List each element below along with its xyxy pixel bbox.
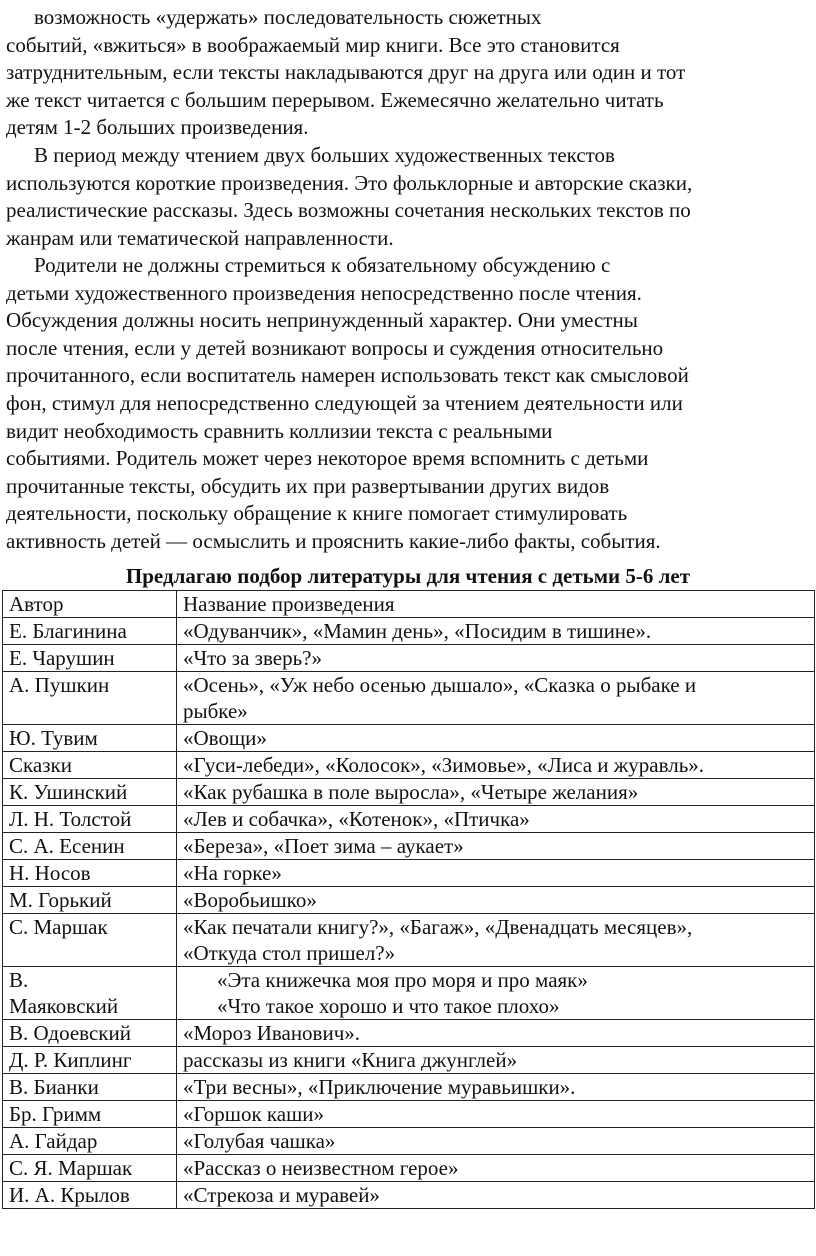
text-line: Обсуждения должны носить непринужденный характер. Они уместны <box>6 308 638 333</box>
author-text: А. Гайдар <box>9 1129 98 1153</box>
table-row <box>3 1128 815 1155</box>
text-line: возможность «удержать» последовательность сюжетных <box>34 5 542 29</box>
author-cell <box>3 618 177 645</box>
author-text: С. А. Есенин <box>9 834 125 858</box>
text-line: прочитанного, если воспитатель намерен использовать текст как смысловой <box>6 363 689 388</box>
title-cell <box>177 725 815 752</box>
title-text: «Гуси-лебеди», «Колосок», «Зимовье», «Лиса и журавль». <box>183 753 705 777</box>
text-line: затруднительным, если тексты накладываются друг на друга или один и тот <box>6 60 686 85</box>
text-line: активность детей — осмыслить и прояснить какие-либо факты, события. <box>6 528 661 553</box>
title-text: рассказы из книги «Книга джунглей» <box>183 1048 518 1072</box>
title-text: «Что за зверь?» <box>183 646 322 670</box>
author-cell <box>3 1074 177 1101</box>
title-cell <box>177 618 815 645</box>
text-line: событий, «вжиться» в воображаемый мир книги. Все это становится <box>6 32 620 57</box>
table-row <box>3 645 815 672</box>
title-text: «Лев и собачка», «Котенок», «Птичка» <box>183 807 530 831</box>
title-cell <box>177 645 815 672</box>
author-text: Н. Носов <box>9 861 91 885</box>
author-text: Д. Р. Киплинг <box>9 1048 132 1072</box>
title-cell <box>177 1074 815 1101</box>
title-text: рыбке» <box>183 699 248 723</box>
author-cell <box>3 887 177 914</box>
author-cell <box>3 1020 177 1047</box>
table-row <box>3 887 815 914</box>
title-text: «На горке» <box>183 861 282 885</box>
table-row <box>3 1182 815 1209</box>
text-line: же текст читается с большим перерывом. Ежемесячно желательно читать <box>6 87 664 112</box>
table-row <box>3 967 815 1020</box>
paragraph-3 <box>6 252 814 556</box>
title-cell <box>177 1155 815 1182</box>
author-text: Ю. Тувим <box>9 726 98 750</box>
author-cell <box>3 860 177 887</box>
title-text: «Откуда стол пришел?» <box>183 941 396 965</box>
author-cell <box>3 1155 177 1182</box>
paragraph-1 <box>6 4 814 142</box>
table-heading: Предлагаю подбор литературы для чтения с детьми 5-6 лет <box>125 564 691 588</box>
title-text: «Что такое хорошо и что такое плохо» <box>217 994 560 1018</box>
text-line: Родители не должны стремиться к обязательному обсуждению с <box>34 253 611 277</box>
title-cell <box>177 1047 815 1074</box>
author-cell <box>3 645 177 672</box>
literature-table <box>2 590 815 1209</box>
title-text: «Как рубашка в поле выросла», «Четыре желания» <box>183 780 639 804</box>
title-cell <box>177 914 815 967</box>
table-row <box>3 779 815 806</box>
author-cell <box>3 1047 177 1074</box>
author-cell <box>3 967 177 1020</box>
title-cell <box>177 887 815 914</box>
header-author: Автор <box>3 591 177 618</box>
author-text: Е. Благинина <box>9 619 127 643</box>
table-row <box>3 1020 815 1047</box>
author-text: И. А. Крылов <box>9 1183 130 1207</box>
text-line: после чтения, если у детей возникают вопросы и суждения относительно <box>6 335 664 360</box>
title-cell <box>177 752 815 779</box>
table-row <box>3 860 815 887</box>
paragraph-2 <box>6 142 814 252</box>
title-cell <box>177 1128 815 1155</box>
text-line: фон, стимул для непосредственно следующей за чтением деятельности или <box>6 390 683 415</box>
title-cell <box>177 672 815 725</box>
table-row <box>3 1101 815 1128</box>
table-row <box>3 1047 815 1074</box>
table-row <box>3 1155 815 1182</box>
title-text: «Три весны», «Приключение муравьишки». <box>183 1075 576 1099</box>
title-cell <box>177 806 815 833</box>
text-line: реалистические рассказы. Здесь возможны сочетания нескольких текстов по <box>6 198 691 223</box>
table-row <box>3 725 815 752</box>
author-cell <box>3 833 177 860</box>
table-row <box>3 618 815 645</box>
author-cell <box>3 725 177 752</box>
table-header-row <box>3 591 815 618</box>
author-text: Л. Н. Толстой <box>9 807 132 831</box>
author-text: Сказки <box>9 753 72 777</box>
author-text: М. Горький <box>9 888 112 912</box>
text-line: детям 1-2 больших произведения. <box>6 115 309 140</box>
text-line: детьми художественного произведения непосредственно после чтения. <box>6 280 642 305</box>
table-row <box>3 806 815 833</box>
author-cell <box>3 1101 177 1128</box>
author-text: В. <box>9 968 29 992</box>
title-text: «Овощи» <box>183 726 267 750</box>
table-row <box>3 914 815 967</box>
author-text: С. Я. Маршак <box>9 1156 133 1180</box>
title-text: «Береза», «Поет зима – аукает» <box>183 834 464 858</box>
text-line: жанрам или тематической направленности. <box>6 225 394 250</box>
title-text: «Воробьишко» <box>183 888 317 912</box>
title-cell <box>177 1101 815 1128</box>
table-row <box>3 672 815 725</box>
author-cell <box>3 752 177 779</box>
text-line: В период между чтением двух больших художественных текстов <box>34 143 615 167</box>
title-text: «Осень», «Уж небо осенью дышало», «Сказка о рыбаке и <box>183 673 697 697</box>
table-row <box>3 1074 815 1101</box>
author-text: С. Маршак <box>9 915 108 939</box>
title-text: «Голубая чашка» <box>183 1129 336 1153</box>
title-text: «Горшок каши» <box>183 1102 325 1126</box>
author-cell <box>3 1128 177 1155</box>
title-text: «Стрекоза и муравей» <box>183 1183 380 1207</box>
author-cell <box>3 779 177 806</box>
title-text: «Эта книжечка моя про моря и про маяк» <box>217 968 588 992</box>
author-cell <box>3 672 177 725</box>
title-text: «Как печатали книгу?», «Багаж», «Двенадцать месяцев», <box>183 915 693 939</box>
title-cell <box>177 967 815 1020</box>
author-text: Маяковский <box>9 994 119 1018</box>
title-cell <box>177 860 815 887</box>
title-text: «Мороз Иванович». <box>183 1021 361 1045</box>
title-cell <box>177 833 815 860</box>
author-cell <box>3 1182 177 1209</box>
author-cell <box>3 914 177 967</box>
title-text: «Одуванчик», «Мамин день», «Посидим в тишине». <box>183 619 652 643</box>
title-cell <box>177 779 815 806</box>
title-cell <box>177 1020 815 1047</box>
author-text: В. Одоевский <box>9 1021 131 1045</box>
author-text: Бр. Гримм <box>9 1102 102 1126</box>
title-cell <box>177 1182 815 1209</box>
author-text: К. Ушинский <box>9 780 128 804</box>
author-text: В. Бианки <box>9 1075 99 1099</box>
table-row <box>3 752 815 779</box>
text-line: прочитанные тексты, обсудить их при развертывании других видов <box>6 473 610 498</box>
author-text: Е. Чарушин <box>9 646 115 670</box>
header-title: Название произведения <box>177 591 815 618</box>
title-text: «Рассказ о неизвестном герое» <box>183 1156 459 1180</box>
author-cell <box>3 806 177 833</box>
table-row <box>3 833 815 860</box>
author-text: А. Пушкин <box>9 673 110 697</box>
text-line: используются короткие произведения. Это фольклорные и авторские сказки, <box>6 170 693 195</box>
text-line: событиями. Родитель может через некоторое время вспомнить с детьми <box>6 446 649 471</box>
text-line: деятельности, поскольку обращение к книге помогает стимулировать <box>6 501 628 526</box>
text-line: видит необходимость сравнить коллизии текста с реальными <box>6 418 553 443</box>
